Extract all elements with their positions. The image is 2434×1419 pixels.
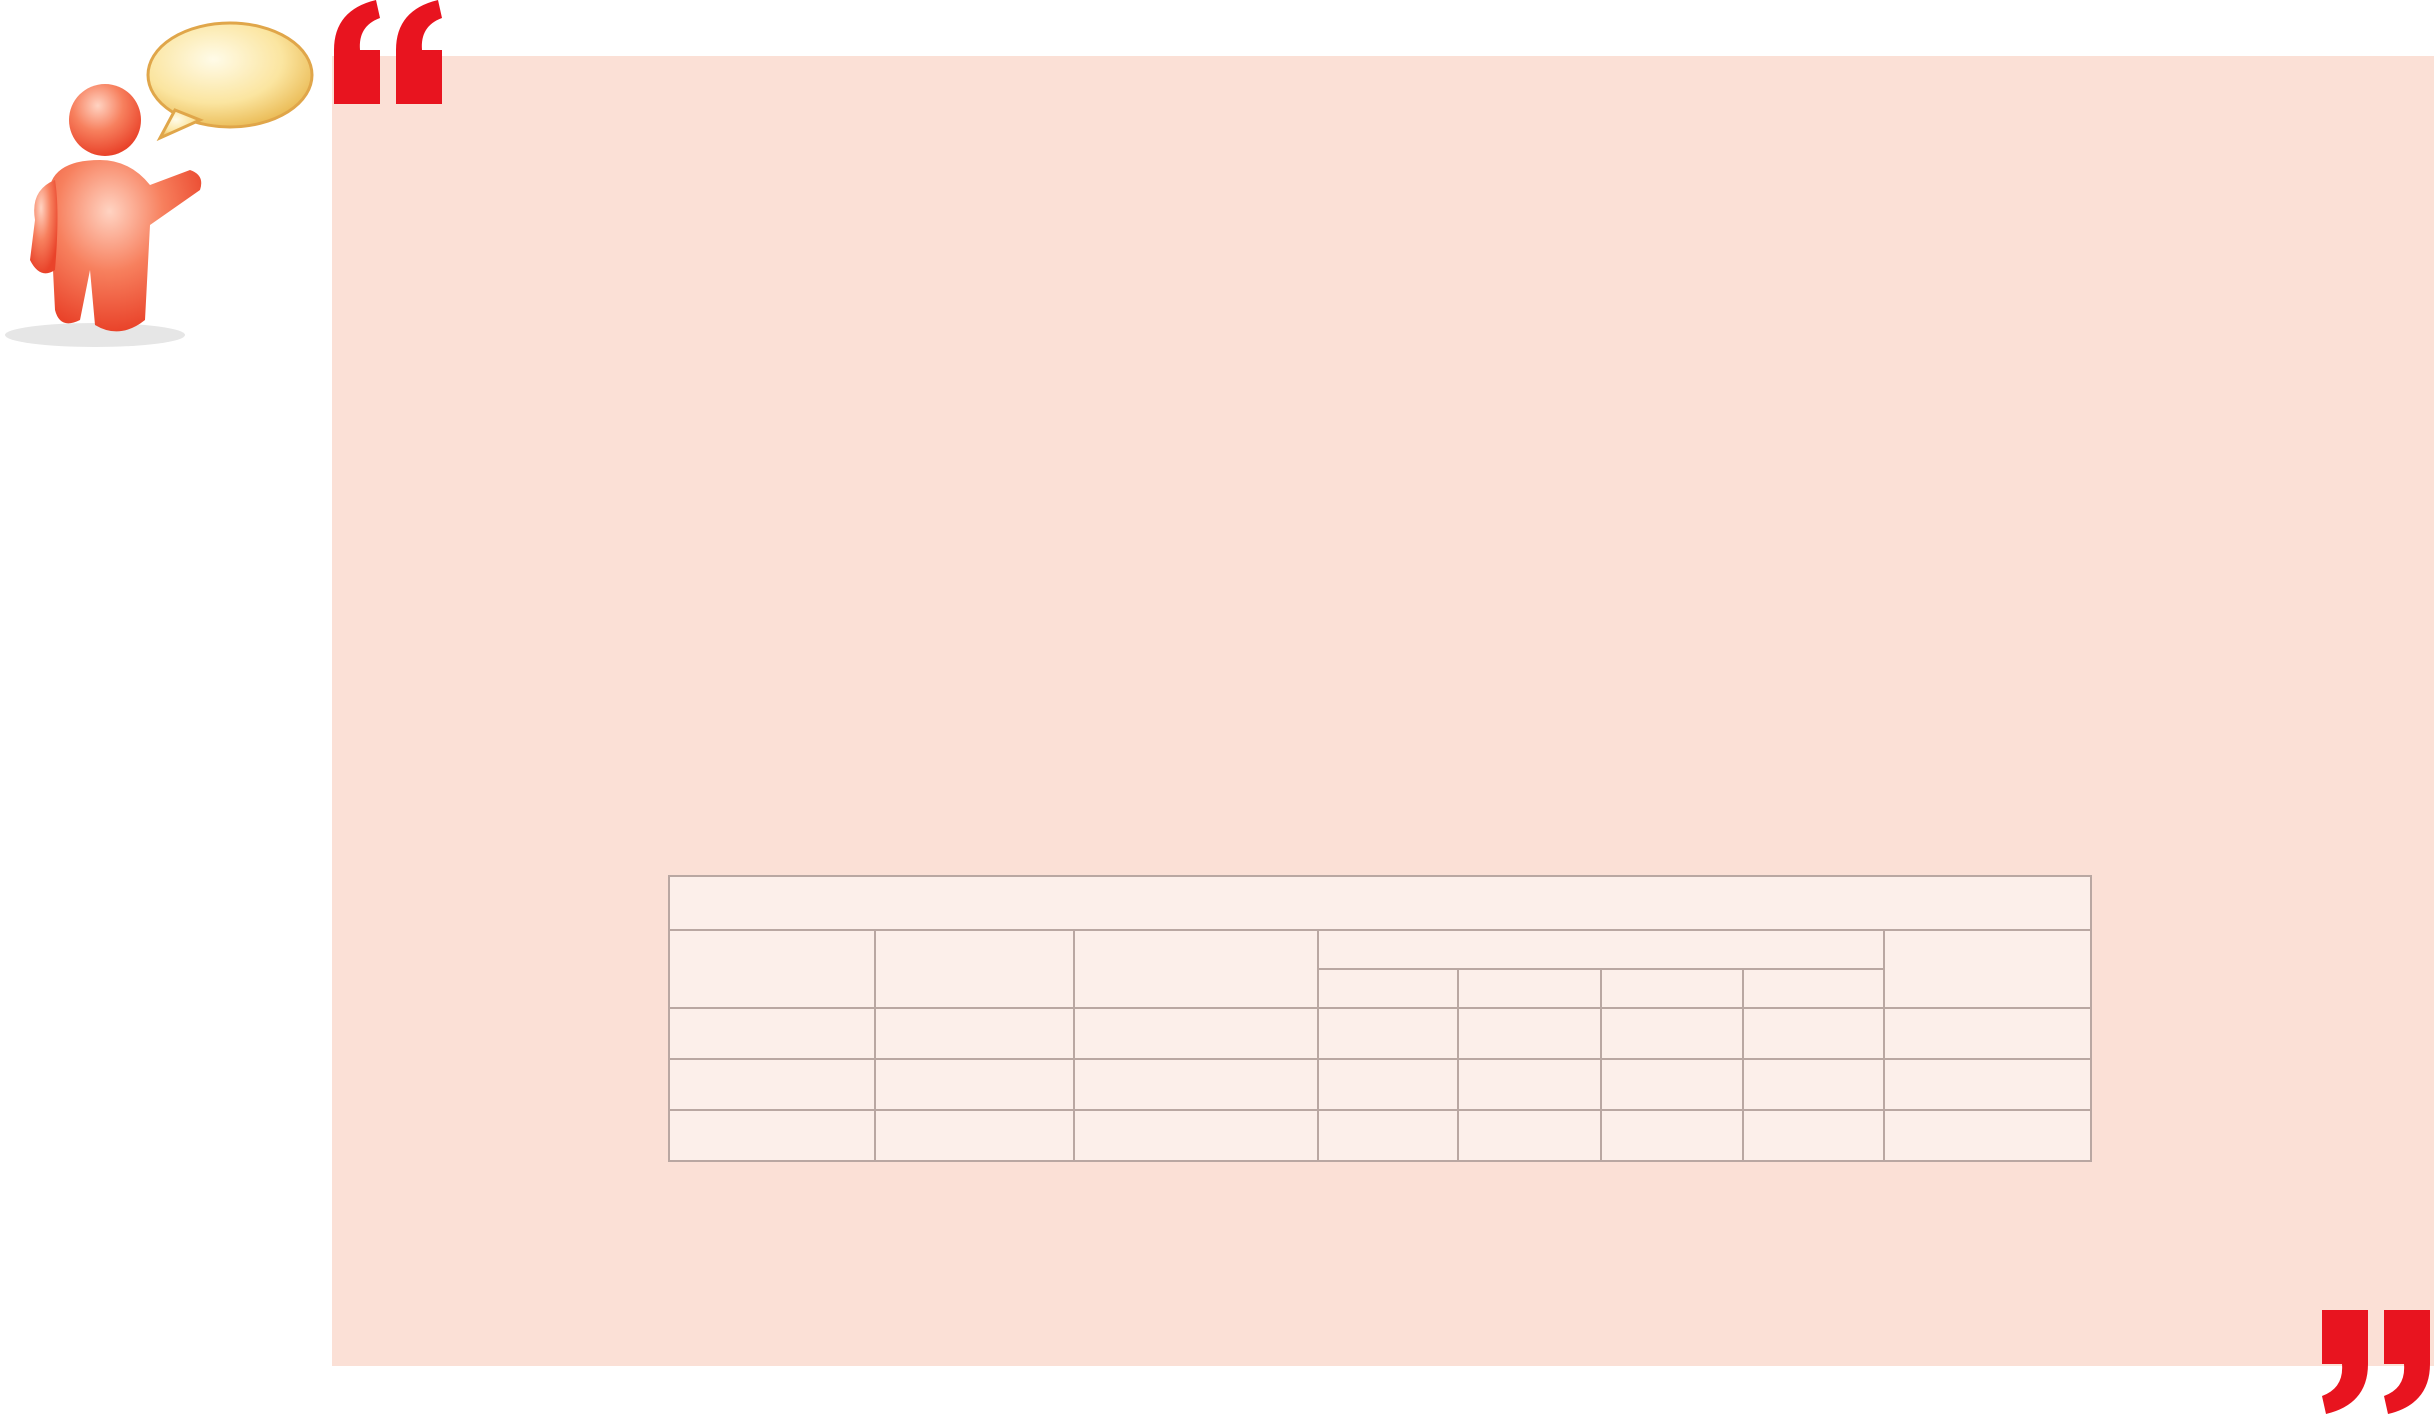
- row-status: [669, 1110, 875, 1161]
- row-cylinder-1: [1318, 1110, 1458, 1161]
- header-cylinder-3: [1601, 969, 1744, 1008]
- table-row: [669, 1059, 2091, 1110]
- close-quote-icon: [2318, 1310, 2434, 1419]
- table-row: [669, 1110, 2091, 1161]
- row-cylinder-4: [1743, 1008, 1884, 1059]
- table-row: [669, 1008, 2091, 1059]
- row-cylinder-3: [1601, 1059, 1744, 1110]
- content-panel: [332, 56, 2434, 1366]
- row-total: [1884, 1059, 2091, 1110]
- row-status: [669, 1008, 875, 1059]
- row-total: [1884, 1008, 2091, 1059]
- header-mileage: [1074, 930, 1318, 1008]
- row-cylinder-1: [1318, 1008, 1458, 1059]
- row-date: [875, 1110, 1075, 1161]
- header-cylinder-group: [1318, 930, 1884, 969]
- row-cylinder-4: [1743, 1110, 1884, 1161]
- header-total: [1884, 930, 2091, 1008]
- header-date: [875, 930, 1075, 1008]
- header-cylinder-1: [1318, 969, 1458, 1008]
- row-cylinder-1: [1318, 1059, 1458, 1110]
- row-cylinder-2: [1458, 1110, 1601, 1161]
- row-mileage: [1074, 1110, 1318, 1161]
- row-date: [875, 1059, 1075, 1110]
- row-cylinder-2: [1458, 1059, 1601, 1110]
- row-total: [1884, 1110, 2091, 1161]
- header-cylinder-2: [1458, 969, 1601, 1008]
- open-quote-icon: [330, 0, 450, 110]
- person-speaking-icon: [0, 10, 320, 360]
- row-date: [875, 1008, 1075, 1059]
- row-status: [669, 1059, 875, 1110]
- speech-bubble-icon: [148, 23, 312, 138]
- row-cylinder-3: [1601, 1110, 1744, 1161]
- row-mileage: [1074, 1008, 1318, 1059]
- header-cylinder-4: [1743, 969, 1884, 1008]
- header-status: [669, 930, 875, 1008]
- table-title: [669, 876, 2091, 930]
- row-cylinder-2: [1458, 1008, 1601, 1059]
- row-mileage: [1074, 1059, 1318, 1110]
- row-cylinder-3: [1601, 1008, 1744, 1059]
- compression-record-table: [668, 875, 2092, 1162]
- row-cylinder-4: [1743, 1059, 1884, 1110]
